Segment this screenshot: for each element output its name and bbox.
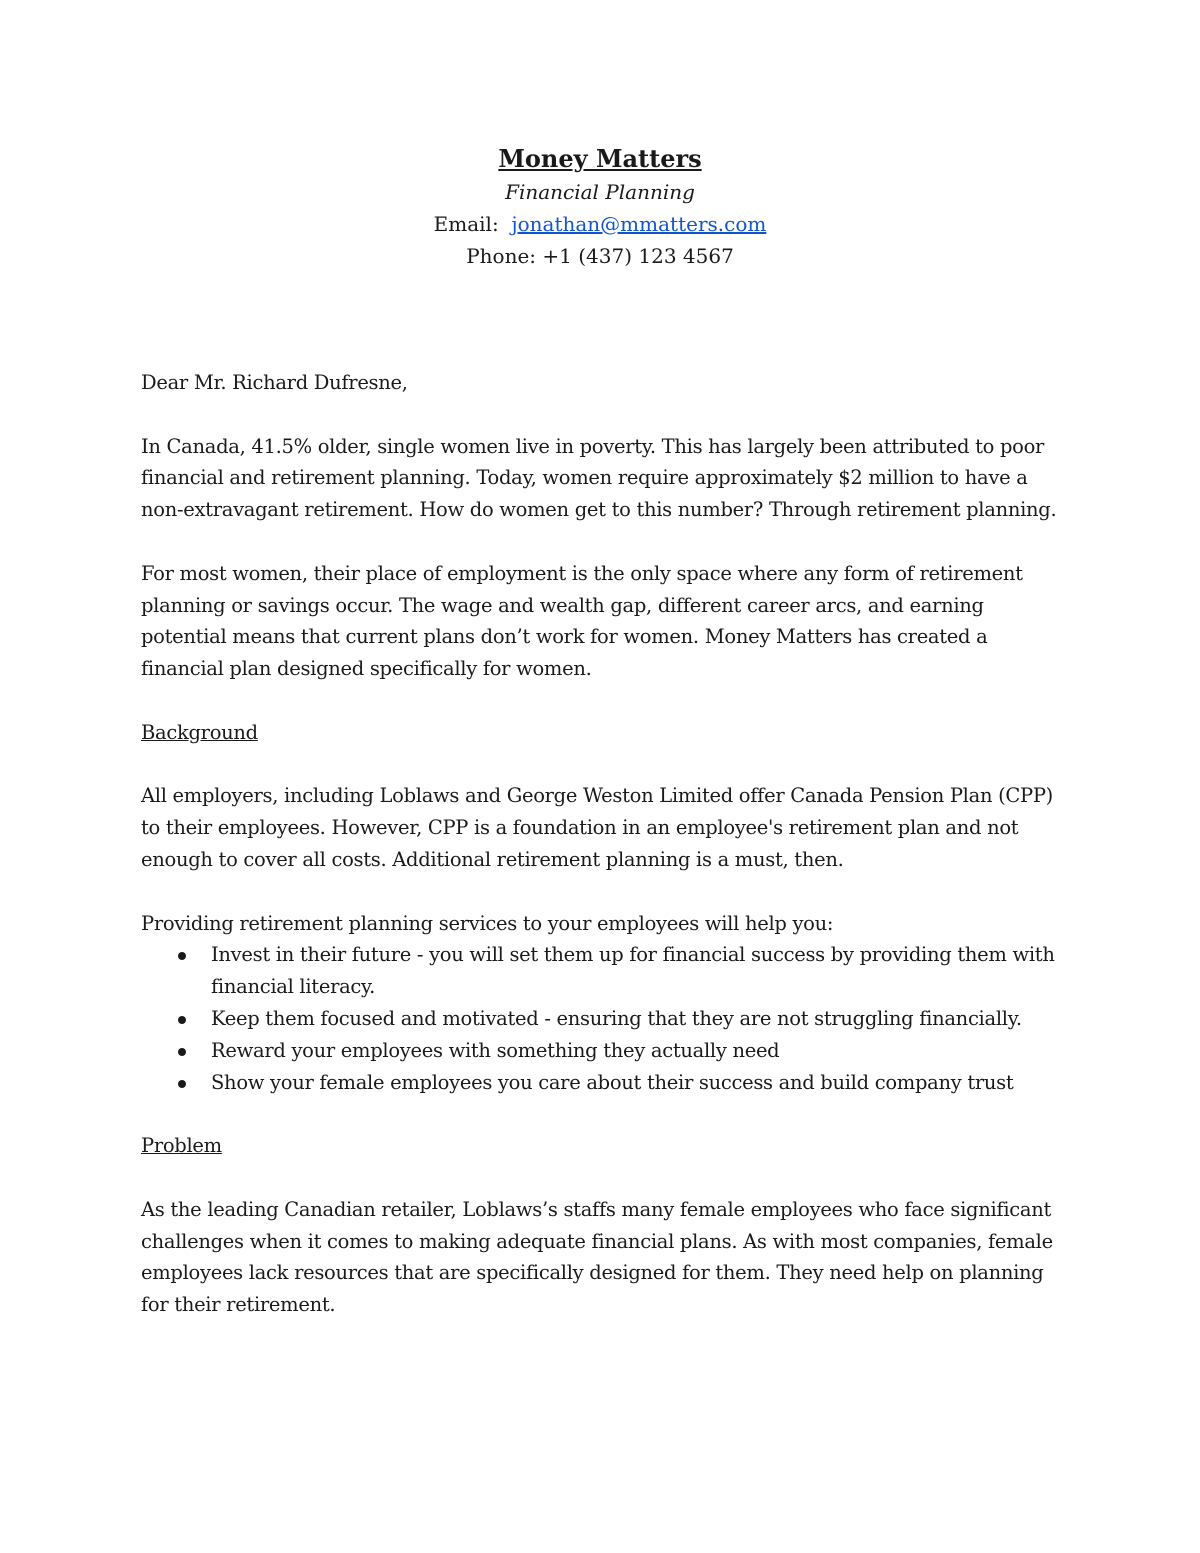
section-title-problem: Problem: [141, 1134, 222, 1158]
phone-label: Phone:: [466, 244, 537, 268]
list-item-text: Show your female employees you care about their success and build company trust: [211, 1070, 1014, 1094]
benefits-list: [141, 939, 1071, 1098]
paragraph-background: All employers, including Loblaws and George Weston Limited offer Canada Pension Plan (CPP) to their employees. However, CPP is a foundation in an employee's retirement plan and not enough to cover all costs. Additional retirement planning is a must, then.: [141, 784, 1053, 871]
bullet-dot-icon: [178, 952, 186, 960]
paragraph-intro: In Canada, 41.5% older, single women live in poverty. This has largely been attributed to poor financial and retirement planning. Today, women require approximately $2 million to have a non-extravagant retirement. How do women get to this number? Through retirement planning.: [141, 434, 1057, 522]
letterhead: [141, 142, 1059, 272]
company-name: Money Matters: [498, 144, 702, 173]
phone-line: [141, 240, 1059, 272]
company-tagline: Financial Planning: [505, 180, 695, 204]
bullet-dot-icon: [178, 1016, 186, 1024]
benefits-intro: Providing retirement planning services to your employees will help you:: [141, 911, 834, 935]
list-item: [141, 1003, 1071, 1035]
paragraph-problem: As the leading Canadian retailer, Loblaws’s staffs many female employees who face significant challenges when it comes to making adequate financial plans. As with most companies, female employees lack resources that are specifically designed for them. They need help on planning for their retirement.: [141, 1197, 1053, 1317]
phone-number: +1 (437) 123 4567: [542, 244, 734, 268]
list-item: [141, 939, 1071, 1003]
bullet-dot-icon: [178, 1080, 186, 1088]
email-link[interactable]: jonathan@mmatters.com: [511, 212, 767, 236]
list-item-text: Reward your employees with something they actually need: [211, 1038, 780, 1062]
email-line: [141, 208, 1059, 240]
section-title-background: Background: [141, 720, 258, 744]
paragraph-employment: For most women, their place of employment is the only space where any form of retirement planning or savings occur. The wage and wealth gap, different career arcs, and earning potential means that current plans don’t work for women. Money Matters has created a financial plan designed specifically for women.: [141, 561, 1023, 681]
list-item: [141, 1067, 1071, 1099]
list-item-text: Invest in their future - you will set them up for financial success by providing them with financial literacy.: [211, 943, 1055, 999]
list-item: [141, 1035, 1071, 1067]
letter-body: [141, 367, 1071, 1353]
salutation: Dear Mr. Richard Dufresne,: [141, 371, 408, 394]
list-item-text: Keep them focused and motivated - ensuring that they are not struggling financially.: [211, 1006, 1022, 1030]
email-label: Email:: [433, 212, 499, 236]
bullet-dot-icon: [178, 1048, 186, 1056]
